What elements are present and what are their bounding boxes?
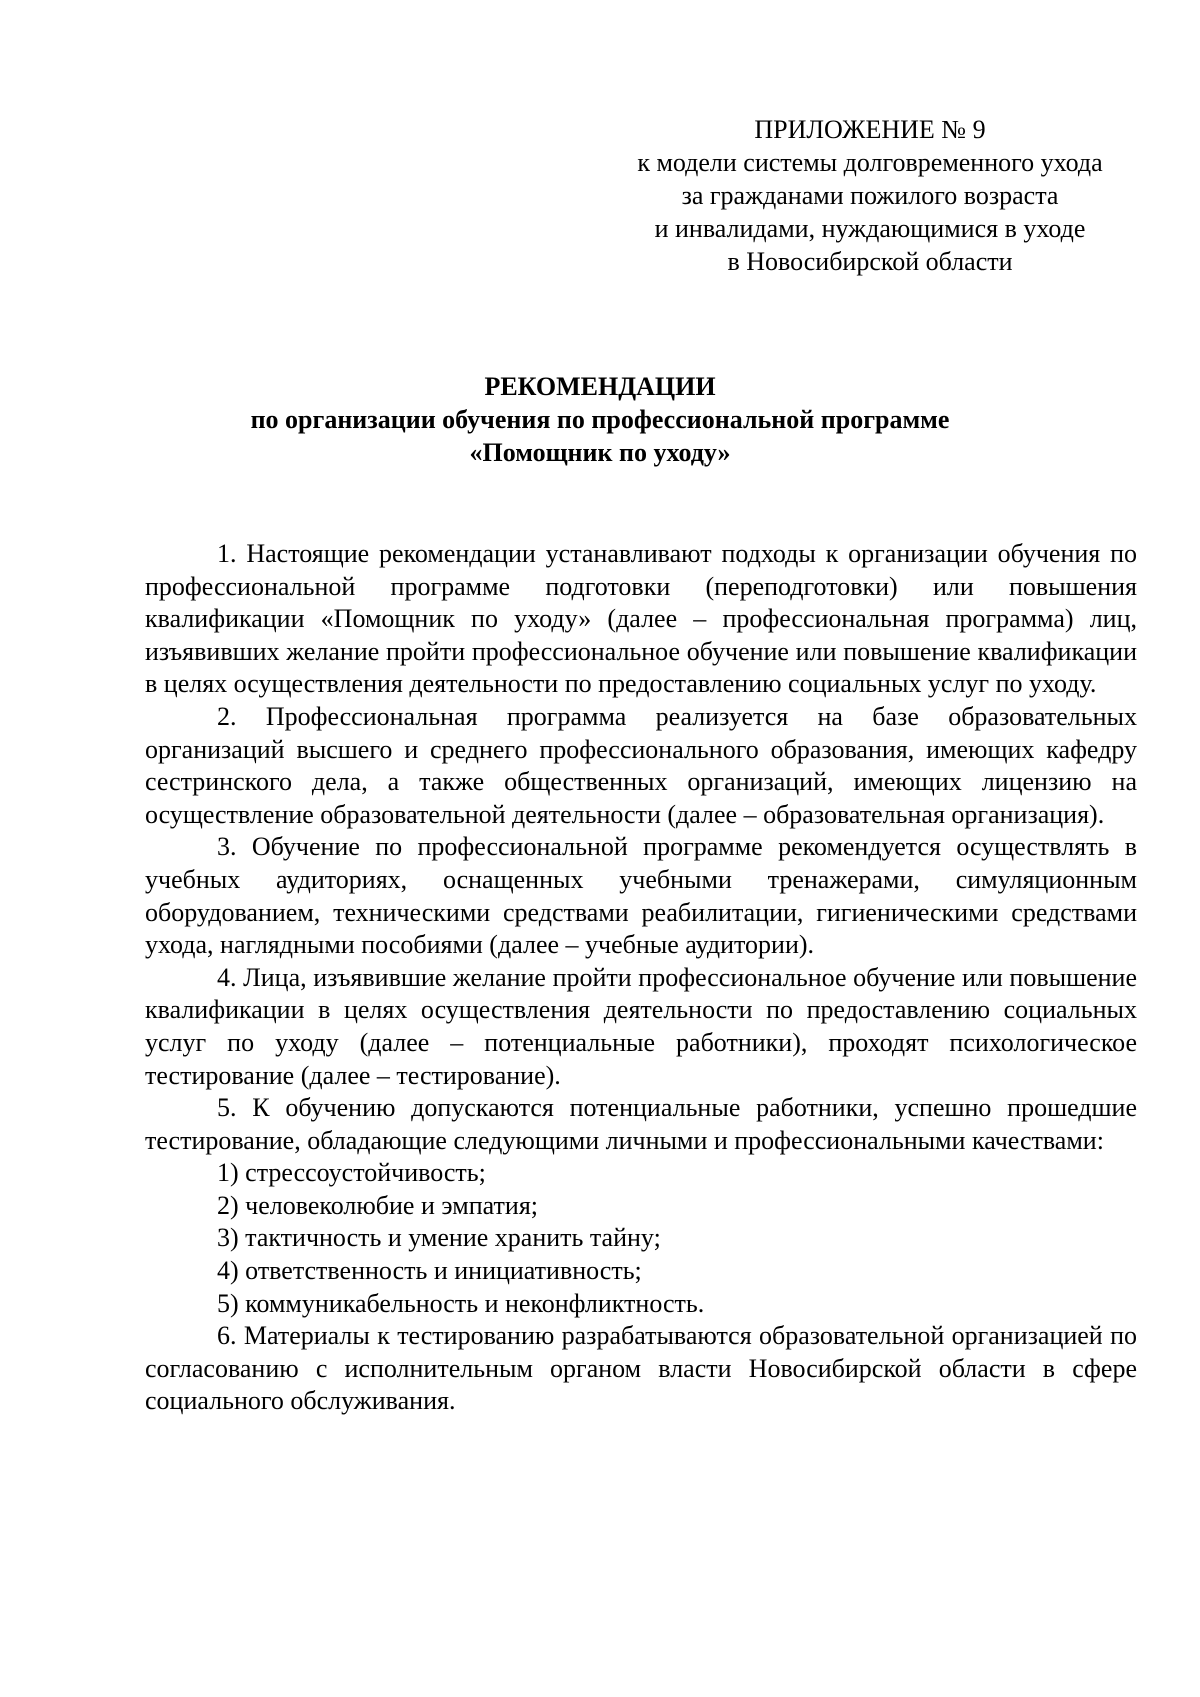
quality-item-5: 5) коммуникабельность и неконфликтность. [217,1288,705,1318]
quality-item-1: 1) стрессоустойчивость; [217,1158,486,1188]
paragraph-2: 2. Профессиональная программа реализуется на базе образовательных организаций высшего и среднего профессионального образования, имеющих кафедру сестринского дела, а также общественных организаций, имеющих лицензию на осуществление образовательной деятельности (далее – образовательная организация). [145,701,1137,829]
appendix-line-3: и инвалидами, нуждающимися в уходе [654,214,1086,243]
title-subtitle-line-1: по организации обучения по профессиональной программе [250,405,950,434]
quality-item-2: 2) человеколюбие и эмпатия; [217,1190,539,1220]
paragraph-5: 5. К обучению допускаются потенциальные работники, успешно прошедшие тестирование, обладающие следующими личными и профессиональными качествами: [145,1093,1137,1155]
paragraph-3: 3. Обучение по профессиональной программе рекомендуется осуществлять в учебных аудиториях, оснащенных учебными тренажерами, симуляционным оборудованием, техническими средствами реабилитации, гигиеническими средствами ухода, наглядными пособиями (далее – учебные аудитории). [145,832,1137,960]
appendix-line-4: в Новосибирской области [727,247,1013,276]
title-subtitle-line-2: «Помощник по уходу» [469,438,731,467]
document-body [145,538,1137,1418]
paragraph-6: 6. Материалы к тестированию разрабатываются образовательной организацией по согласованию с исполнительным органом власти Новосибирской области в сфере социального обслуживания. [145,1321,1137,1416]
quality-item-3: 3) тактичность и умение хранить тайну; [217,1223,661,1253]
paragraph-1: 1. Настоящие рекомендации устанавливают подходы к организации обучения по профессиональной программе подготовки (переподготовки) или повышения квалификации «Помощник по уходу» (далее – профессиональная программа) лиц, изъявивших желание пройти профессиональное обучение или повышение квалификации в целях осуществления деятельности по предоставлению социальных услуг по уходу. [145,539,1137,699]
quality-item-4: 4) ответственность и инициативность; [217,1256,642,1286]
appendix-line-2: за гражданами пожилого возраста [681,181,1059,210]
appendix-header [600,113,1140,278]
title-heading: РЕКОМЕНДАЦИИ [484,372,716,401]
document-title [140,370,1060,469]
appendix-number: ПРИЛОЖЕНИЕ № 9 [754,115,986,144]
paragraph-4: 4. Лица, изъявившие желание пройти профессиональное обучение или повышение квалификации в целях осуществления деятельности по предоставлению социальных услуг по уходу (далее – потенциальные работники), проходят психологическое тестирование (далее – тестирование). [145,962,1137,1090]
appendix-line-1: к модели системы долговременного ухода [637,148,1103,177]
